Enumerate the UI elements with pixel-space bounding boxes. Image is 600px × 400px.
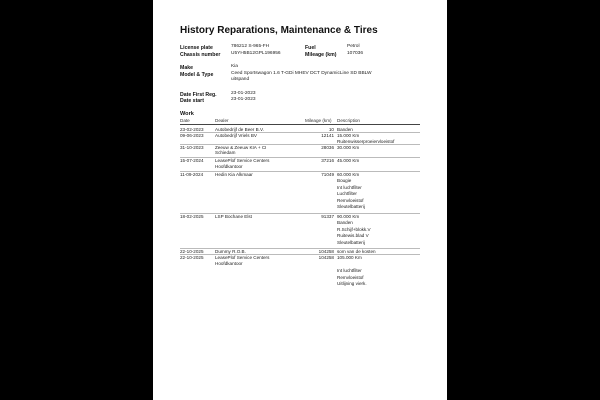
row-divider — [180, 144, 420, 145]
row-divider — [180, 248, 420, 249]
row-date: 18-02-2025 — [180, 213, 204, 219]
row-date: 09-06-2023 — [180, 132, 204, 138]
row-mileage: 10 — [328, 126, 334, 132]
row-date: 15-07-2024 — [180, 158, 204, 163]
row-description: Banden — [337, 126, 353, 132]
row-mileage: 91337 — [321, 213, 334, 219]
row-dealer: Autobedrijf Vriels BV — [215, 132, 257, 138]
model-type-value: Ceed Sportswagon 1.6 T-GDi MHEV DCT DynamicLine SD BBLW uitspand — [231, 71, 372, 82]
row-description: 45.000 Km — [337, 158, 360, 163]
column-header-dealer: Dealer — [215, 118, 229, 123]
date-start-value: 23-01-2023 — [231, 97, 256, 102]
row-date: 23-02-2023 — [180, 126, 204, 132]
first-registration-label: Date First Reg. — [180, 92, 217, 98]
document-page — [153, 0, 447, 400]
row-date: 31-10-2023 — [180, 144, 204, 150]
header-divider — [180, 124, 420, 125]
mileage-label: Mileage (km) — [305, 52, 337, 58]
row-description: 15.000 Km Ruitenwisserproeiervloeistof — [337, 132, 395, 145]
document-title: History Reparations, Maintenance & Tires — [180, 25, 378, 36]
make-label: Make — [180, 65, 193, 71]
model-type-label: Model & Type — [180, 72, 214, 78]
chassis-number-label: Chassis number — [180, 52, 221, 58]
row-dealer: LSP Bochane Elst — [215, 213, 252, 219]
row-mileage: 104258 — [318, 255, 334, 260]
row-divider — [180, 132, 420, 133]
row-divider — [180, 157, 420, 158]
row-description: som van de kosten — [337, 248, 376, 254]
row-description: 90.000 Km Banden R.Schijf+blokk.V Ruitewis.blad V Sleutelbatterij — [337, 213, 371, 245]
row-divider — [180, 213, 420, 214]
row-dealer: Zeeuw & Zeeuw KIA + CI Schiedam — [215, 144, 267, 156]
column-header-date: Date — [180, 118, 190, 123]
license-plate-value: 786212 S-965-FH — [231, 44, 270, 49]
row-mileage: 37216 — [321, 158, 334, 163]
row-mileage: 28036 — [321, 144, 334, 150]
row-divider — [180, 171, 420, 172]
column-header-mileage: Mileage (km) — [305, 118, 332, 123]
chassis-number-value: U5YH5B12GPL196956 — [231, 51, 281, 56]
row-date: 22-10-2025 — [180, 255, 204, 260]
row-dealer: Dummy R.O.B. — [215, 248, 246, 254]
fuel-value: Petrol — [347, 44, 360, 49]
mileage-value: 107036 — [347, 51, 364, 56]
row-divider — [180, 254, 420, 255]
date-start-label: Date start — [180, 98, 204, 104]
row-dealer: Autobedrijf de Beer B.V. — [215, 126, 264, 132]
row-dealer: LeasePlof Service Centers Hoofdkantoor — [215, 158, 270, 169]
row-dealer: Hedin Kia Alkmaar — [215, 171, 253, 177]
row-mileage: 71049 — [321, 171, 334, 177]
fuel-label: Fuel — [305, 45, 316, 51]
first-registration-value: 23-01-2023 — [231, 91, 256, 96]
row-description: 30.000 Km — [337, 144, 360, 150]
license-plate-label: License plate — [180, 45, 213, 51]
column-header-description: Description — [337, 118, 360, 123]
row-date: 22-10-2025 — [180, 248, 204, 254]
row-dealer: LeasePlof Service Centers Hoofdkantoor — [215, 255, 270, 266]
row-mileage: 12141 — [321, 132, 334, 138]
make-value: Kia — [231, 64, 238, 69]
row-date: 11-09-2024 — [180, 171, 204, 177]
row-description: 60.000 Km Bougie Int luchtfilter Luchtfilter Remvloeistof Sleutelbatterij — [337, 171, 365, 210]
row-mileage: 104258 — [318, 248, 334, 254]
row-description: 105.000 Km Int luchtfilter Remvloeistof Uitlijning vierk. — [337, 255, 367, 287]
work-section-title: Work — [180, 111, 194, 117]
